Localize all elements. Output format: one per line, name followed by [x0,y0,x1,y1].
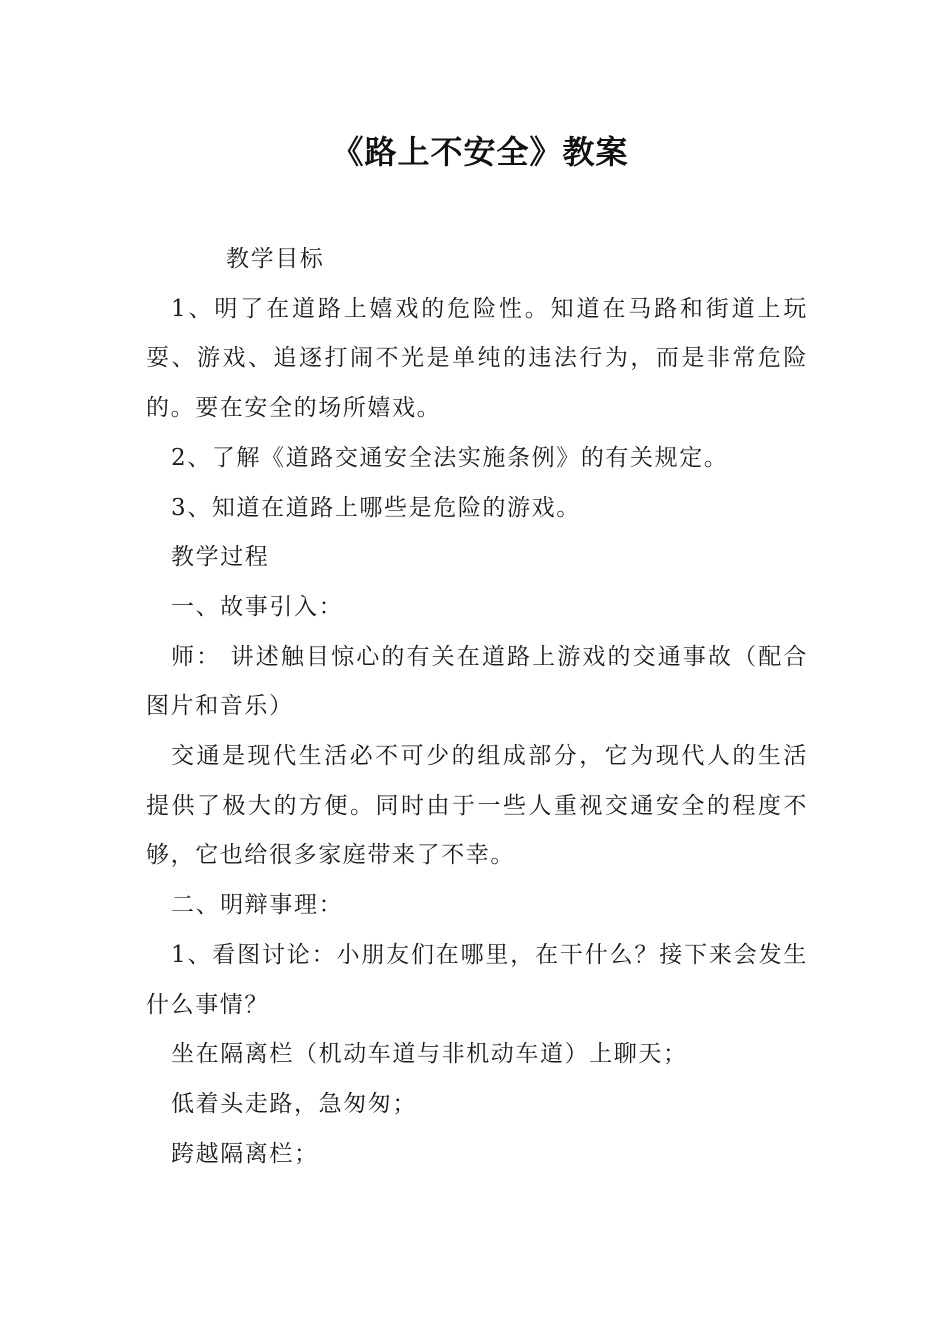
paragraph: 一、故事引入： [171,593,344,620]
paragraph: 1、明了在道路上嬉戏的危险性。知道在马路和街道上玩耍、游戏、追逐打闹不光是单纯的违法行为，而是非常危险的。要在安全的场所嬉戏。 [146,295,808,422]
paragraph: 师： 讲述触目惊心的有关在道路上游戏的交通事故（配合图片和音乐） [146,643,808,720]
document-body [146,235,808,1179]
paragraph: 跨越隔离栏； [171,1140,319,1167]
paragraph: 交通是现代生活必不可少的组成部分，它为现代人的生活提供了极大的方便。同时由于一些人重视交通安全的程度不够，它也给很多家庭带来了不幸。 [146,743,808,869]
paragraph: 坐在隔离栏（机动车道与非机动车道）上聊天； [171,1041,688,1068]
paragraph: 3、知道在道路上哪些是危险的游戏。 [171,494,581,521]
paragraph: 教学目标 [226,246,325,272]
paragraph: 二、明辩事理： [171,892,344,919]
paragraph: 低着头走路，急匆匆； [171,1090,417,1117]
paragraph: 1、看图讨论：小朋友们在哪里，在干什么？接下来会发生什么事情？ [146,941,808,1018]
document-title: 《路上不安全》教案 [331,133,629,171]
paragraph: 教学过程 [171,544,270,571]
paragraph: 2、了解《道路交通安全法实施条例》的有关规定。 [171,444,729,471]
